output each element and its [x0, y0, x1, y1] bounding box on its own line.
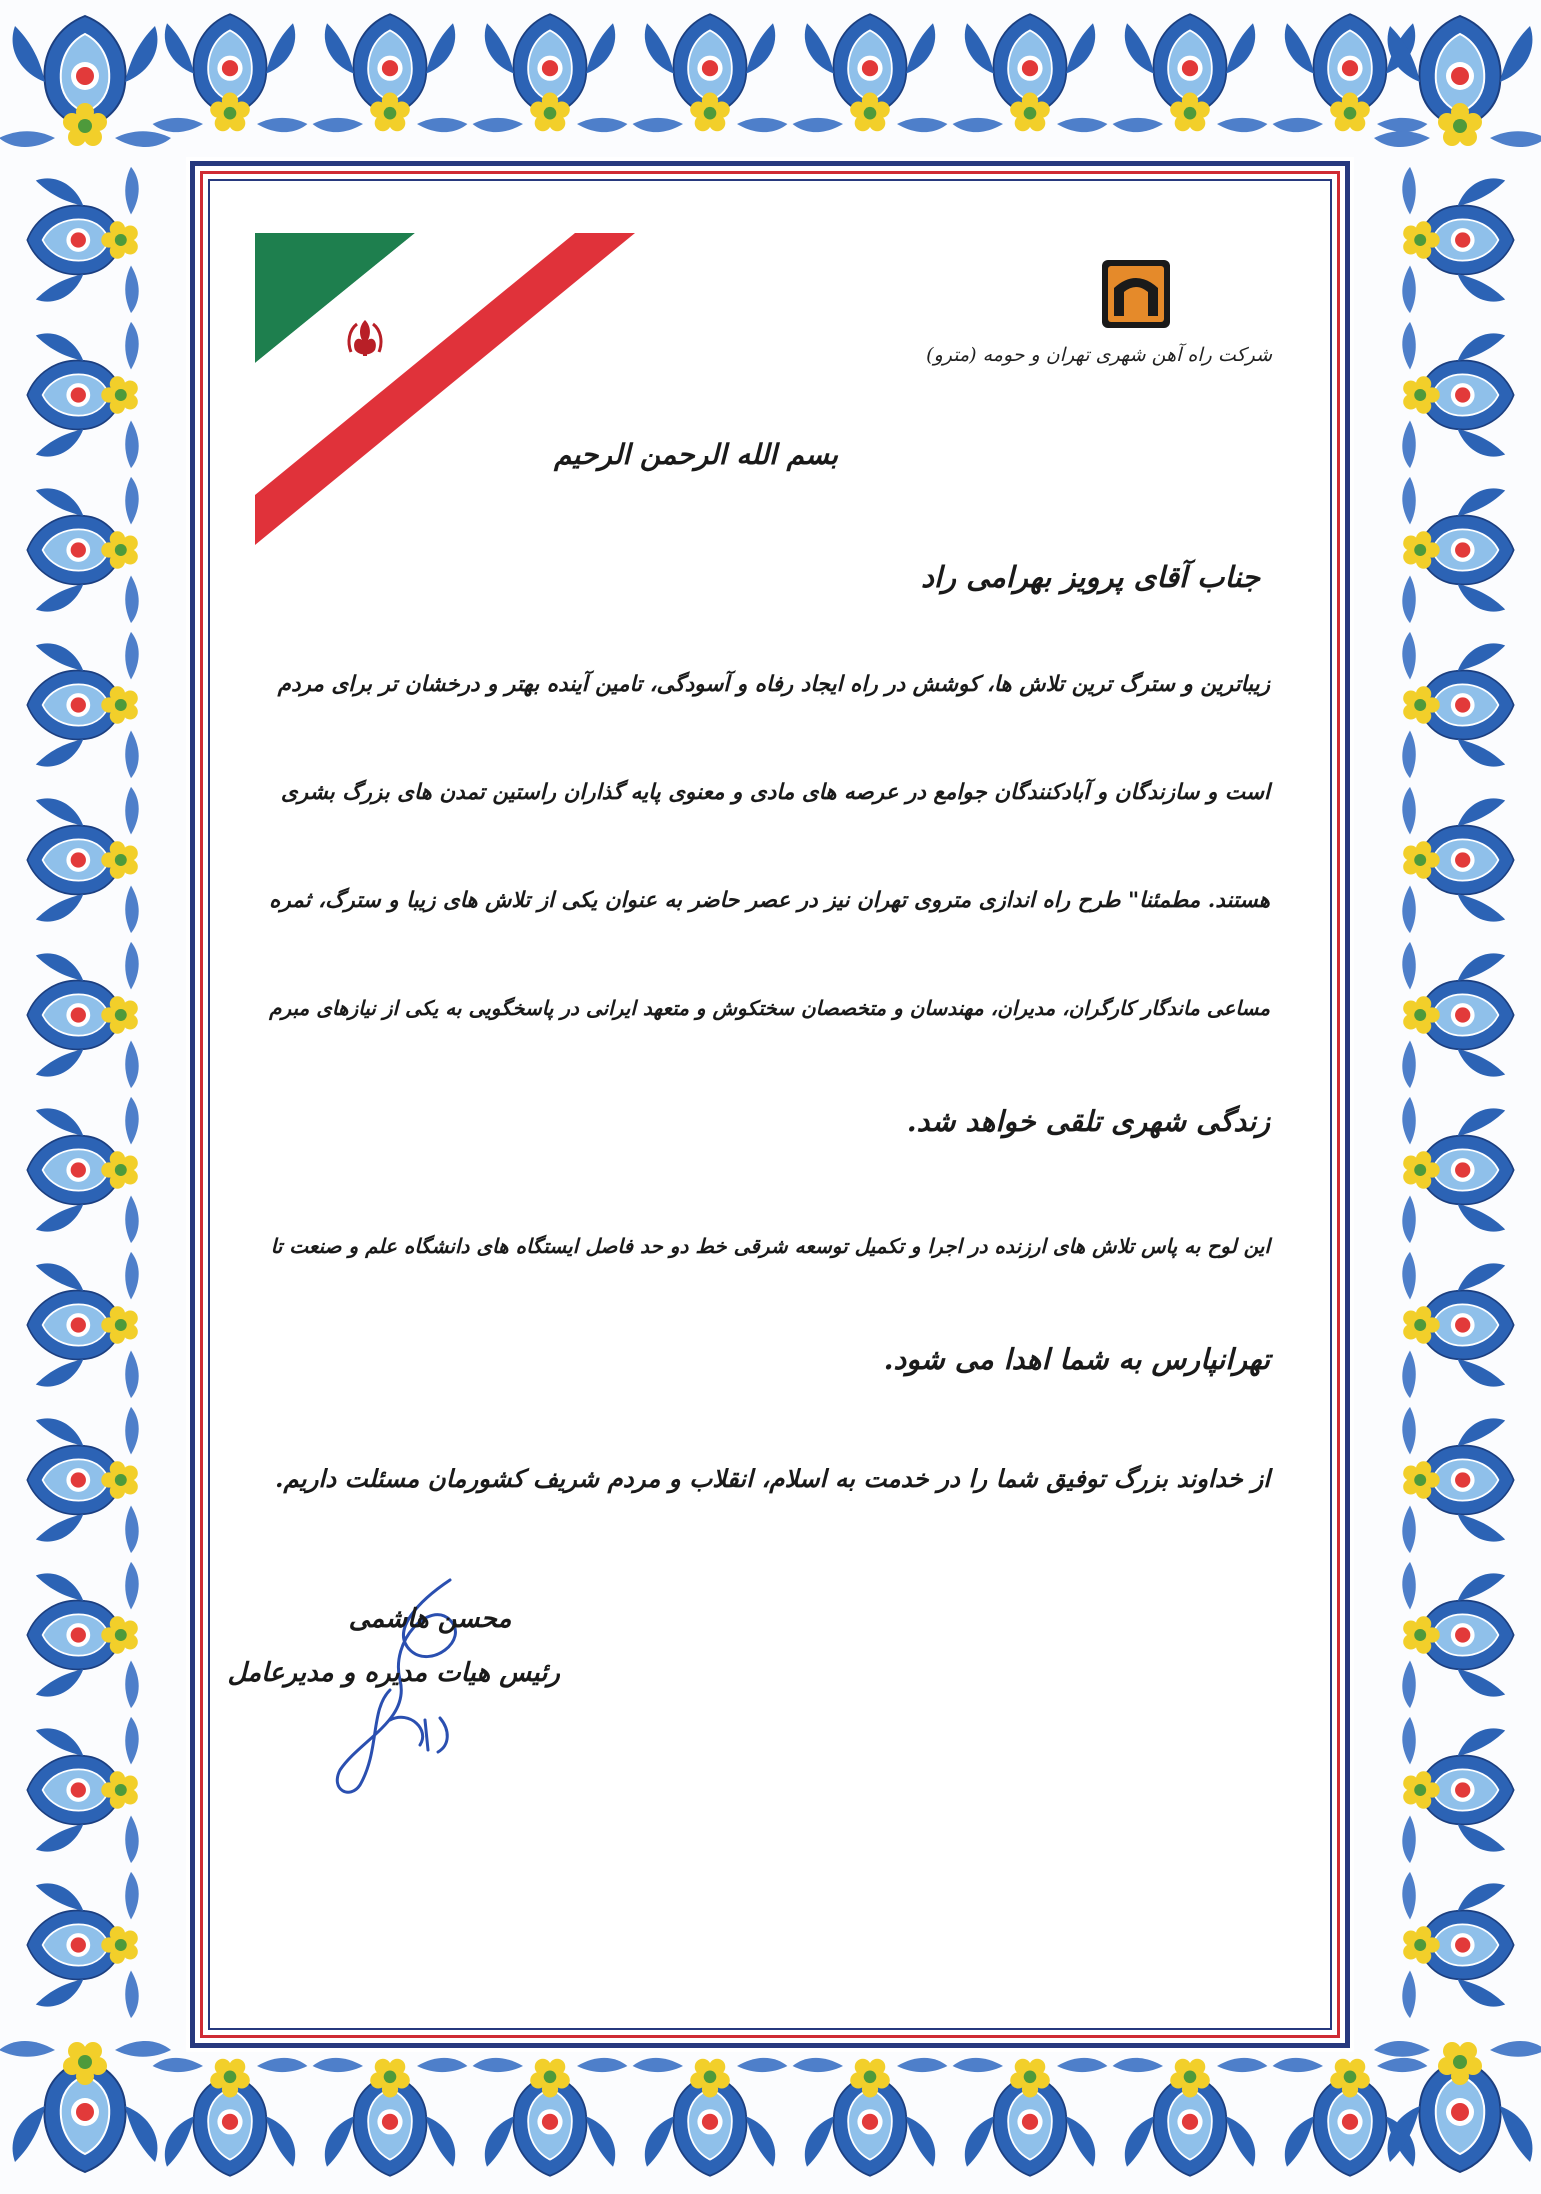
tehran-metro-logo-icon [1100, 258, 1172, 330]
signer-name: محسن هاشمی [348, 1604, 512, 1634]
letter-line: تهرانپارس به شما اهدا می شود. [883, 1342, 1270, 1376]
letter-line: این لوح به پاس تلاش های ارزنده در اجرا و تکمیل توسعه شرقی خط دو حد فاصل ایستگاه های دانشگاه علم و صنعت تا [270, 1234, 1270, 1258]
letter-line: زندگی شهری تلقی خواهد شد. [906, 1104, 1270, 1138]
letter-line: است و سازندگان و آبادکنندگان جوامع در عرصه های مادی و معنوی پایه گذاران راستین تمدن های بزرگ بشری [280, 780, 1270, 805]
border-bottom-row [0, 2041, 1541, 2176]
basmala: بسم الله الرحمن الرحیم [554, 438, 838, 471]
border-top-row [0, 14, 1541, 147]
signer-title: رئیس هیات مدیره و مدیرعامل [227, 1658, 560, 1688]
letter-line: هستند. مطمئنا" طرح راه اندازی متروی تهران نیز در عصر حاضر به عنوان یکی از تلاش های زیبا و سترگ، ثمره [269, 888, 1270, 913]
salutation: جناب آقای پرویز بهرامی راد [921, 560, 1260, 594]
border-left-column [27, 167, 138, 2018]
letter-line: زیباترین و سترگ ترین تلاش ها، کوشش در راه ایجاد رفاه و آسودگی، تامین آینده بهتر و درخشان تر برای مردم [277, 672, 1270, 697]
letter-line: از خداوند بزرگ توفیق شما را در خدمت به اسلام، انقلاب و مردم شریف کشورمان مسئلت داریم. [274, 1464, 1270, 1493]
letter-line: مساعی ماندگار کارگران، مدیران، مهندسان و متخصصان سختکوش و متعهد ایرانی در پاسخگویی به یکی از نیازهای مبرم [269, 996, 1270, 1020]
border-right-column [1402, 167, 1513, 2018]
company-name: شرکت راه آهن شهری تهران و حومه (مترو) [926, 344, 1272, 366]
iran-flag-ribbon [255, 233, 635, 563]
